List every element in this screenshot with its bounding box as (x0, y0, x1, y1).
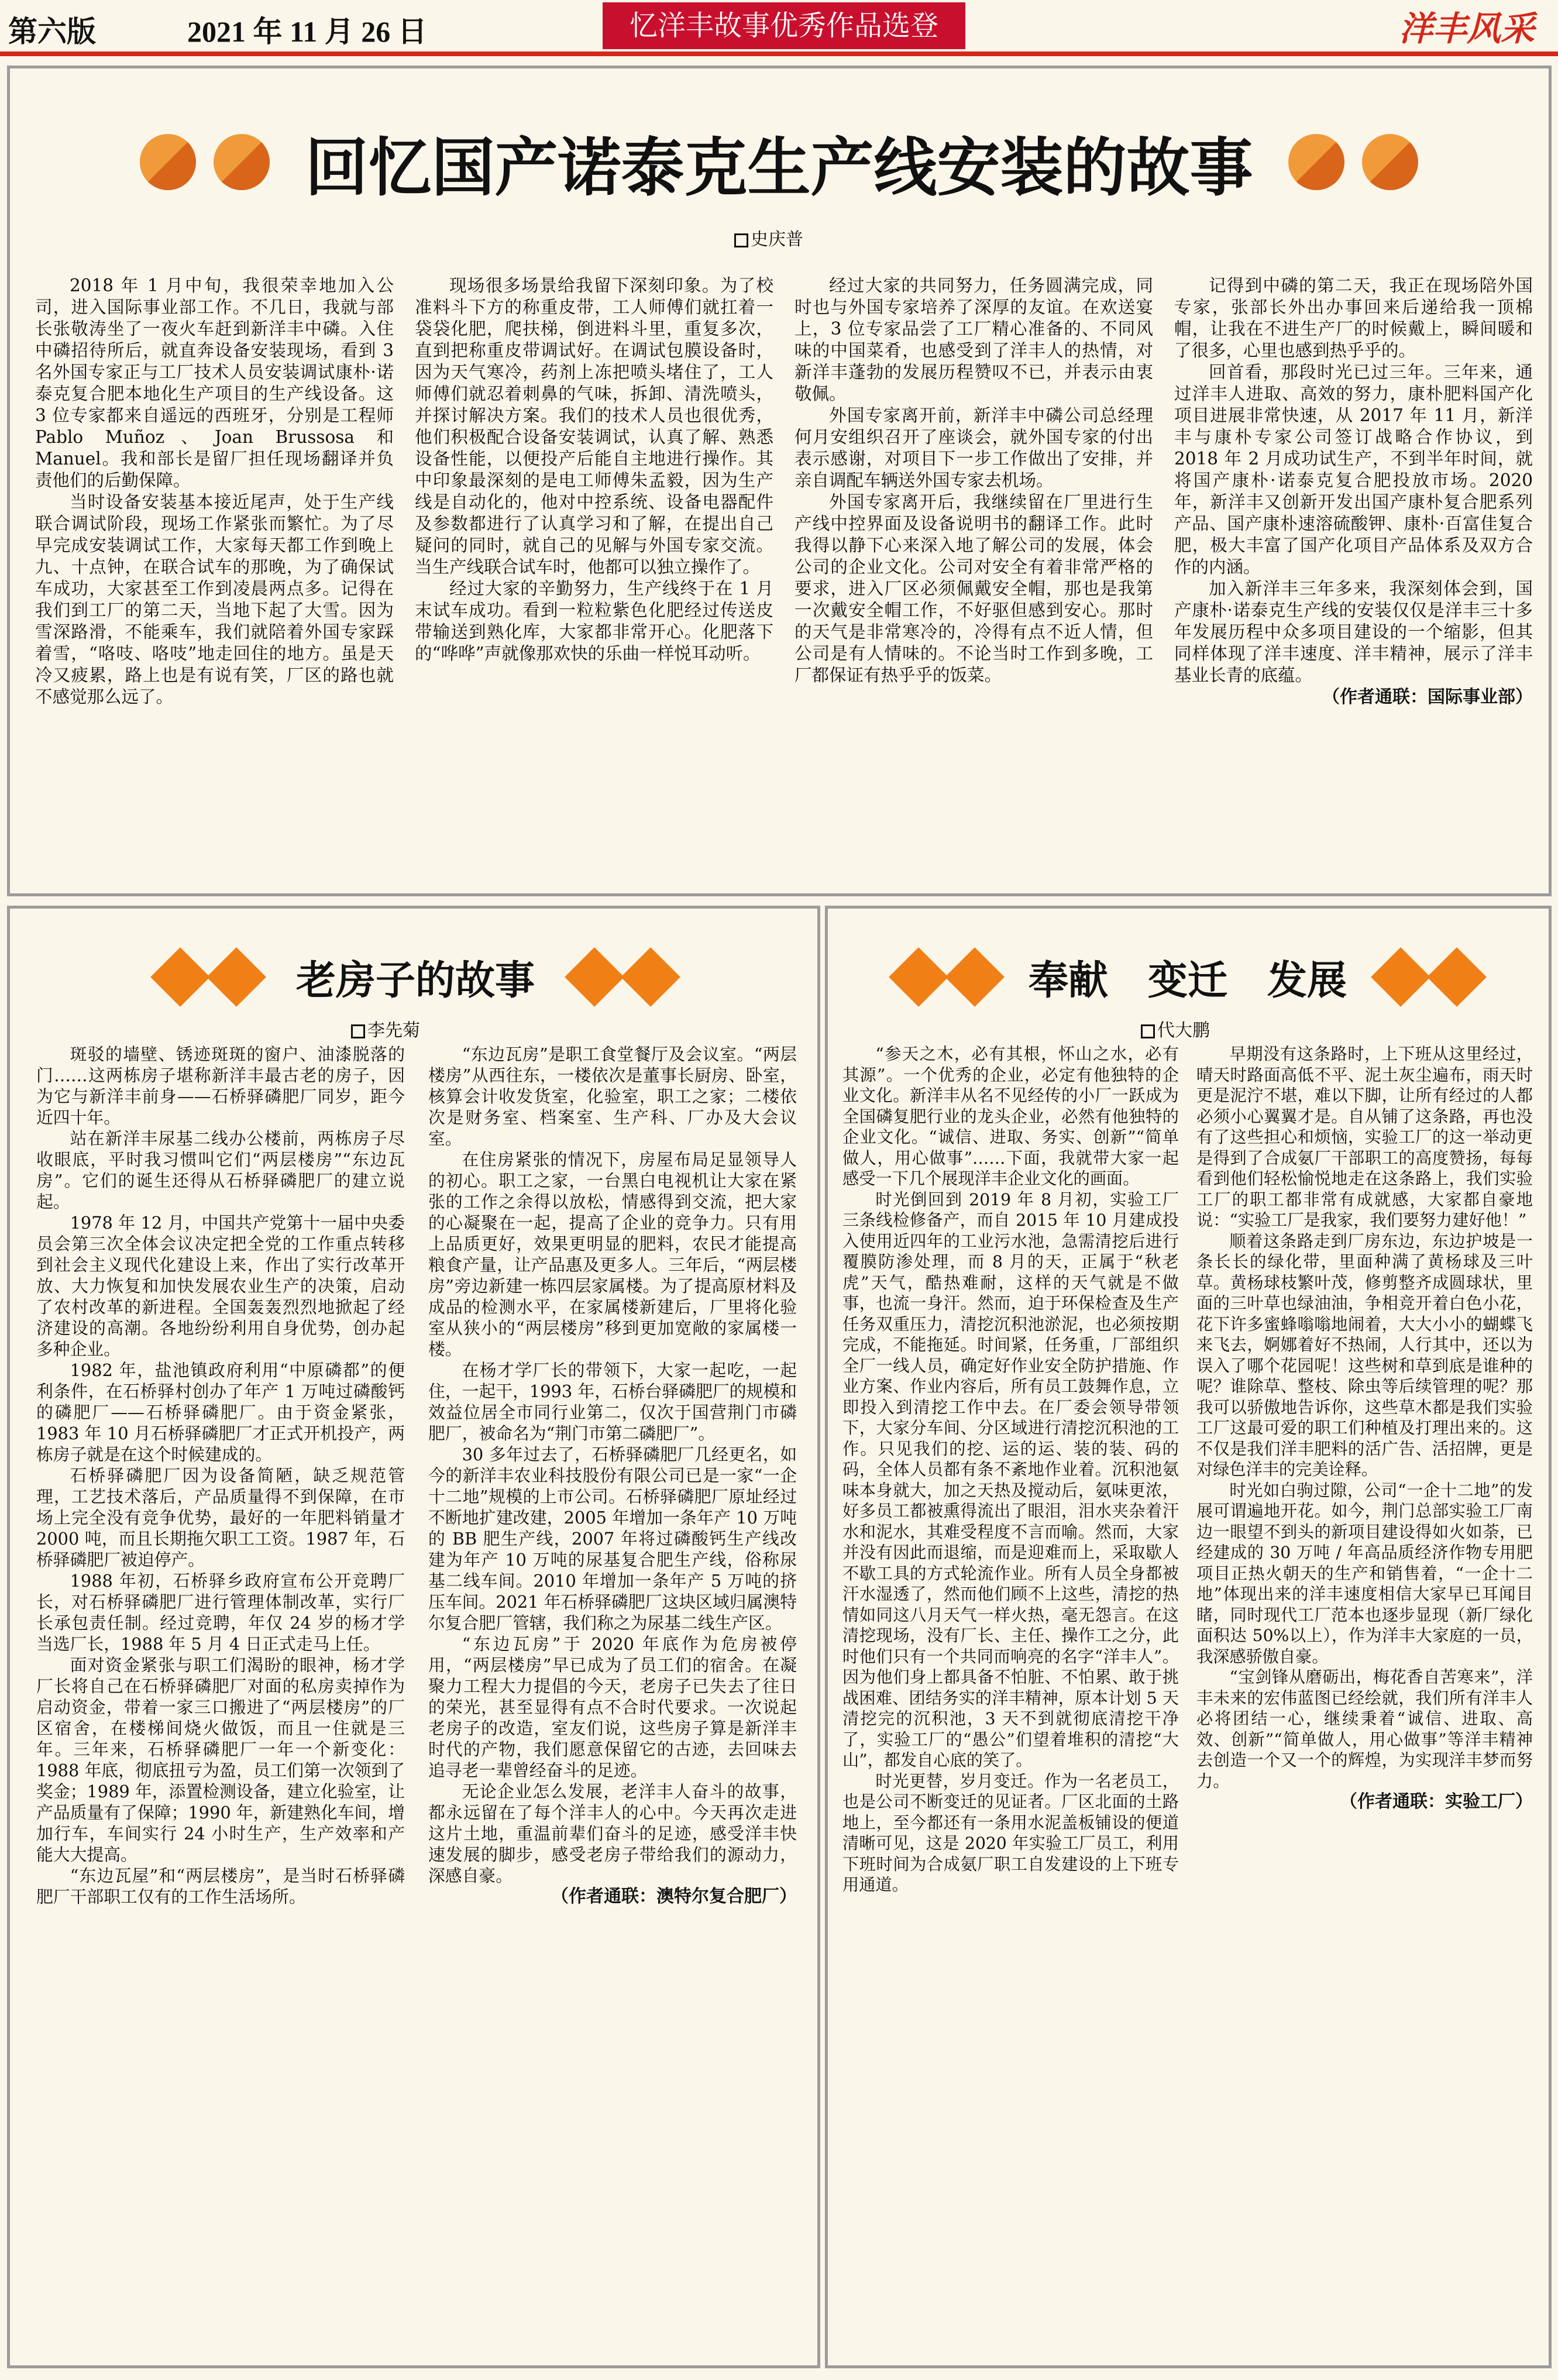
paragraph: 顺着这条路走到厂房东边，东边护坡是一条长长的绿化带，里面种满了黄杨球及三叶草。黄杨球枝繁叶茂，修剪整齐成圆球状，里面的三叶草也绿油油，争相竞开着白色小花，花下许多蜜蜂嗡嗡地闹着，大大小小的蝴蝶飞来飞去，婀娜着好不热闹，人行其中，还以为误入了哪个花园呢！这些树和草到底是谁种的呢？谁除草、整枝、除虫等后续管理的呢？那我可以骄傲地告诉你，这些草木都是我们实验工厂这最可爱的职工们种植及打理出来的。这不仅是我们洋丰肥料的活广告、活招牌，更是对绿色洋丰的完美诠释。 (1196, 1231, 1533, 1479)
byline-box-icon (351, 1024, 365, 1038)
article2-title-row (18, 942, 813, 1012)
decor-diamond (565, 947, 624, 1007)
article1-title-row (23, 112, 1535, 212)
paragraph: 时光更替，岁月变迁。作为一名老员工，也是公司不断变迁的见证者。厂区北面的土路地上，至今都还有一条用水泥盖板铺设的便道清晰可见，这是 2020 年实验工厂员工，利用下班时间为合成氨厂职工自发建设的上下班专用通道。 (842, 1771, 1179, 1894)
article3-credit: （作者通联：实验工厂） (1340, 1791, 1533, 1812)
paragraph: “东边瓦房”于 2020 年底作为危房被停用，“两层楼房”早已成为了员工们的宿舍。在凝聚力工程大力提倡的今天，老房子已失去了往日的荣光，甚至显得有点不合时代要求。一次说起老房子的改造，室友们说，这些房子算是新洋丰时代的产物，我们愿意保留它的古迹，去回味去追寻老一辈曾经奋斗的足迹。 (428, 1634, 797, 1780)
paragraph: 1978 年 12 月，中国共产党第十一届中央委员会第三次全体会议决定把全党的工作重点转移到社会主义现代化建设上来，作出了实行改革开放、大力恢复和加快发展农业生产的决策，启动了农村改革的新进程。全国轰轰烈烈地掀起了经济建设的高潮。各地纷纷利用自身优势，创办起多种企业。 (36, 1213, 405, 1359)
decor-diamond (1371, 947, 1430, 1007)
article1-byline (734, 225, 803, 250)
paragraph: 记得到中磷的第二天，我正在现场陪外国专家，张部长外出办事回来后递给我一顶棉帽，让我在不进生产厂的时候戴上，瞬间暖和了很多，心里也感到热乎乎的。 (1174, 276, 1533, 360)
article1-credit: （作者通联：国际事业部） (1322, 687, 1533, 707)
decor-diamond (621, 947, 680, 1007)
decor-circle (140, 134, 196, 190)
article3-col-1 (842, 1044, 1179, 2354)
article2-byline (351, 1016, 420, 1041)
paragraph: 经过大家的共同努力，任务圆满完成，同时也与外国专家培养了深厚的友谊。在欢送宴上，3 位专家品尝了工厂精心准备的、不同风味的中国菜肴，也感受到了洋丰人的热情，对新洋丰蓬勃的发展历程赞叹不已，并表示由衷敬佩。 (795, 276, 1153, 404)
decor-diamond (1427, 947, 1487, 1007)
article2-credit: （作者通联：澳特尔复合肥厂） (551, 1886, 797, 1907)
article2-author: 李先菊 (367, 1020, 420, 1041)
page-header (0, 0, 1558, 57)
header-rule (0, 51, 1558, 56)
section-banner: 忆洋丰故事优秀作品选登 (603, 2, 965, 49)
decor-circle (214, 134, 270, 190)
paragraph: 现场很多场景给我留下深刻印象。为了校准料斗下方的称重皮带，工人师傅们就扛着一袋袋化肥，爬扶梯，倒进料斗里，重复多次，直到把称重皮带调试好。在调试包膜设备时，因为天气寒冷，药剂上冻把喷头堵住了，工人师傅们就忍着刺鼻的气味，拆卸、清洗喷头，并探讨解决方案。我们的技术人员也很优秀，他们积极配合设备安装调试，认真了解、熟悉设备性能，以便投产后能自主地进行操作。其中印象最深刻的是电工师傅朱孟毅，因为生产线是自动化的，他对中控系统、设备电器配件及参数都进行了认真学习和了解，在提出自己疑问的同时，就自己的见解与外国专家交流。当生产线联合试车时，他都可以独立操作了。 (415, 276, 773, 577)
article3-col-2 (1196, 1044, 1533, 2354)
article1-col-3 (795, 275, 1153, 883)
byline-box-icon (1141, 1024, 1155, 1038)
paragraph: 1982 年，盐池镇政府利用“中原磷都”的便利条件，在石桥驿村创办了年产 1 万吨过磷酸钙的磷肥厂——石桥驿磷肥厂。由于资金紧张，1983 年 10 月石桥驿磷肥厂才正式开机投产，两栋房子就是在这个时候建成的。 (36, 1360, 405, 1464)
article3-body (842, 1044, 1533, 2354)
article3-byline (1141, 1016, 1210, 1041)
paragraph: 回首看，那段时光已过三年。三年来，通过洋丰人进取、高效的努力，康朴肥料国产化项目进展非常快速，从 2017 年 11 月，新洋丰与康朴专家公司签订战略合作协议，到 2018 年 2 月成功试生产，不到半年时间，就将国产康朴·诺泰克复合肥投放市场。2020 年，新洋丰又创新开发出国产康朴复合肥系列产品、国产康朴速溶硫酸钾、康朴·百富佳复合肥，极大丰富了国产化项目产品体系及双方合作的内涵。 (1174, 362, 1533, 577)
article1-col-2 (415, 275, 773, 883)
article3-title-row (837, 942, 1539, 1012)
paragraph: 1988 年初，石桥驿乡政府宣布公开竞聘厂长，对石桥驿磷肥厂进行管理体制改革，实行厂长承包责任制。经过竞聘，年仅 24 岁的杨才学当选厂长，1988 年 5 月 4 日正式走马上任。 (36, 1571, 405, 1654)
paragraph: 2018 年 1 月中旬，我很荣幸地加入公司，进入国际事业部工作。不几日，我就与部长张敬涛坐了一夜火车赶到新洋丰中磷。入住中磷招待所后，就直奔设备安装现场，看到 3 名外国专家正与工厂技术人员安装调试康朴·诺泰克复合肥本地化生产项目的生产线设备。这 3 位专家都来自遥远的西班牙，分别是工程师 Pablo Muñoz、Joan Brussosa 和 Manuel。我和部长是留厂担任现场翻译并负责他们的后勤保障。 (35, 276, 394, 490)
paragraph: 经过大家的辛勤努力，生产线终于在 1 月末试车成功。看到一粒粒紫色化肥经过传送皮带输送到熟化库，大家都非常开心。化肥落下的“哗哗”声就像那欢快的乐曲一样悦耳动听。 (415, 579, 773, 663)
paragraph: “宝剑锋从磨砺出，梅花香自苦寒来”，洋丰未来的宏伟蓝图已经绘就，我们所有洋丰人必将团结一心，继续秉着“诚信、进取、高效、创新”“简单做人，用心做事”等洋丰精神去创造一个又一个的辉煌，为实现洋丰梦而努力。 (1196, 1667, 1533, 1791)
decor-diamonds-right (570, 956, 675, 998)
decor-circle (1362, 134, 1418, 190)
article2-body (36, 1044, 797, 2354)
paragraph: 时光如白驹过隙，公司“一企十二地”的发展可谓遍地开花。如今，荆门总部实验工厂南边一眼望不到头的新项目建设得如火如荼，已经建成的 30 万吨 / 年高品质经济作物专用肥项目正热火朝天的生产和销售着，“一企十二地”体现出来的洋丰速度相信大家早已耳闻目睹，同时现代工厂范本也逐步显现（新厂绿化面积达 50%以上），作为洋丰大家庭的一员，我深感骄傲自豪。 (1196, 1480, 1533, 1666)
paragraph: 在杨才学厂长的带领下，大家一起吃，一起住，一起干，1993 年，石桥台驿磷肥厂的规模和效益位居全市同行业第二，仅次于国营荆门市磷肥厂，被命名为“荆门市第二磷肥厂”。 (428, 1360, 797, 1443)
article1-author: 史庆普 (751, 229, 803, 250)
decor-diamond (150, 947, 210, 1007)
paragraph: 面对资金紧张与职工们渴盼的眼神，杨才学厂长将自己在石桥驿磷肥厂对面的私房卖掉作为启动资金，带着一家三口搬进了“两层楼房”的厂区宿舍，在楼梯间烧火做饭，而且一住就是三年。三年来，石桥驿磷肥厂一年一个新变化：1988 年底，彻底扭亏为盈，员工们第一次领到了奖金；1989 年，添置检测设备，建立化验室，让产品质量有了保障；1990 年，新建熟化车间，增加行车，车间实行 24 小时生产，生产效率和产能大大提高。 (36, 1655, 405, 1865)
article1-title: 回忆国产诺泰克生产线安装的故事 (305, 130, 1253, 205)
paragraph: 斑驳的墙壁、锈迹斑斑的窗户、油漆脱落的门……这两栋房子堪称新洋丰最古老的房子，因为它与新洋丰前身——石桥驿磷肥厂同岁，距今近四十年。 (36, 1044, 405, 1127)
article2-title: 老房子的故事 (295, 957, 535, 1004)
paragraph: 无论企业怎么发展，老洋丰人奋斗的故事，都永远留在了每个洋丰人的心中。今天再次走进这片土地，重温前辈们奋斗的足迹，感受洋丰快速发展的脚步，感受老房子带给我们的源动力，深感自豪。 (428, 1781, 797, 1886)
article1-col-1 (35, 275, 394, 883)
paragraph: 时光倒回到 2019 年 8 月初，实验工厂三条线检修备产，而自 2015 年 10 月建成投入使用近四年的工业污水池，急需清挖后进行覆膜防渗处理，而 8 月的天，正属于“秋老虎”天气，酷热难耐，这样的天气就是不做事，也流一身汗。然而，迫于环保检查及生产任务双重压力，清挖沉积池淤泥，也必须按期完成，不能拖延。时间紧，任务重，厂部组织全厂一线人员，确定好作业安全防护措施、作业方案、作业内容后，所有员工鼓舞作息，立即投入到清挖工作中去。在厂委会领导带领下，大家分车间、分区域进行清挖沉积池的工作。只见我们的挖、运的运、装的装、码的码，全体人员都有条不紊地作业着。沉积池氨味本身就大，加之天热及搅动后，氨味更浓，好多员工都被熏得流出了眼泪，泪水夹杂着汗水和泥水，其难受程度不言而喻。然而，大家并没有因此而退缩，而是迎难而上，采取歇人不歇工具的方式轮流作业。所有人员全身都被汗水湿透了，然而他们顾不上这些，清挖的热情如同这八月天气一样火热，毫无怨言。在这清挖现场，没有厂长、主任、操作工之分，此时他们只有一个共同而响亮的名字“洋丰人”。因为他们身上都具备不怕脏、不怕累、敢于挑战困难、团结务实的洋丰精神，原本计划 5 天清挖完的沉积池，3 天不到就彻底清挖干净了，实验工厂的“愚公”们望着堆积的清挖“大山”，都发自心底的笑了。 (842, 1189, 1179, 1770)
paragraph: 石桥驿磷肥厂因为设备简陋，缺乏规范管理，工艺技术落后，产品质量得不到保障，在市场上完全没有竞争优势，最好的一年肥料销量才 2000 吨，而且长期拖欠职工工资。1987 年，石桥驿磷肥厂被迫停产。 (36, 1466, 405, 1570)
paragraph: 外国专家离开前，新洋丰中磷公司总经理何月安组织召开了座谈会，就外国专家的付出表示感谢，对项目下一步工作做出了安排，并亲自调配车辆送外国专家去机场。 (795, 405, 1153, 490)
decor-diamond (207, 947, 266, 1007)
article2-col-1 (36, 1044, 405, 2354)
paragraph: 外国专家离开后，我继续留在厂里进行生产线中控界面及设备说明书的翻译工作。此时我得以静下心来深入地了解公司的发展，体会公司的企业文化。公司对安全有着非常严格的要求，进入厂区必须佩戴安全帽，那也是我第一次戴安全帽工作，不好驱但感到安心。那时的天气是非常寒冷的，冷得有点不近人情，但公司是有人情味的。不论当时工作到多晚，工厂都保证有热乎乎的饭菜。 (795, 492, 1153, 685)
article1-body (35, 275, 1533, 883)
masthead-logo: 洋丰风采 (1398, 9, 1535, 49)
edition-label: 第六版 (8, 14, 96, 49)
decor-circle (1288, 134, 1344, 190)
paragraph: 站在新洋丰尿基二线办公楼前，两栋房子尽收眼底，平时我习惯叫它们“两层楼房”“东边瓦房”。它们的诞生还得从石桥驿磷肥厂的建立说起。 (36, 1129, 405, 1212)
paragraph: 当时设备安装基本接近尾声，处于生产线联合调试阶段，现场工作紧张而繁忙。为了尽早完成安装调试工作，大家每天都工作到晚上九、十点钟，在联合试车的那晚，为了确保试车成功，大家甚至工作到凌晨两点多。记得在我们到工厂的第二天，当地下起了大雪。因为雪深路滑，不能乘车，我们就陪着外国专家踩着雪，“咯吱、咯吱”地走回住的地方。虽是天冷又疲累，路上也是有说有笑，厂区的路也就不感觉那么远了。 (35, 492, 394, 707)
article2-col-2 (428, 1044, 797, 2354)
paragraph: “东边瓦屋”和“两层楼房”，是当时石桥驿磷肥厂干部职工仅有的工作生活场所。 (36, 1866, 405, 1907)
decor-diamonds-left (156, 956, 261, 998)
article1-col-4 (1174, 275, 1533, 883)
paragraph: “参天之木，必有其根，怀山之水，必有其源”。一个优秀的企业，必定有他独特的企业文化。新洋丰从名不见经传的小厂一跃成为全国磷复肥行业的龙头企业，必然有他独特的企业文化。“诚信、进取、务实、创新”“简单做人，用心做事”……下面，我就带大家一起感受一下几个展现洋丰企业文化的画面。 (842, 1044, 1179, 1188)
paragraph: 早期没有这条路时，上下班从这里经过，晴天时路面高低不平、泥土灰尘遍布，雨天时更是泥泞不堪，难以下脚，让所有经过的人都必须小心翼翼才是。自从铺了这条路，再也没有了这些担心和烦恼，实验工厂的这一举动更是得到了合成氨厂干部职工的高度赞扬，每每看到他们轻松愉悦地走在这条路上，我们实验工厂的职工都非常有成就感，大家都自豪地说：“实验工厂是我家，我们要努力建好他！” (1196, 1044, 1533, 1230)
paragraph: 加入新洋丰三年多来，我深刻体会到，国产康朴·诺泰克生产线的安装仅仅是洋丰三十多年发展历程中众多项目建设的一个缩影，但其同样体现了洋丰速度、洋丰精神，展示了洋丰基业长青的底蕴。 (1174, 579, 1533, 685)
paragraph: 30 多年过去了，石桥驿磷肥厂几经更名，如今的新洋丰农业科技股份有限公司已是一家“一企十二地”规模的上市公司。石桥驿磷肥厂原址经过不断地扩建改建，2005 年增加一条年产 10 万吨的 BB 肥生产线，2007 年将过磷酸钙生产线改建为年产 10 万吨的尿基复合肥生产线，俗称尿基二线车间。2010 年增加一条年产 5 万吨的挤压车间。2021 年石桥驿磷肥厂这块区域归属澳特尔复合肥厂管辖，我们称之为尿基二线生产区。 (428, 1444, 797, 1633)
paragraph: 在住房紧张的情况下，房屋布局足显领导人的初心。职工之家，一台黑白电视机让大家在紧张的工作之余得以放松，情感得到交流，把大家的心凝聚在一起，提高了企业的竞争力。只有用上品质更好，效果更明显的肥料，农民才能提高粮食产量，让产品惠及更多人。三年后，“两层楼房”旁边新建一栋四层家属楼。为了提高原材料及成品的检测水平，在家属楼新建后，厂里将化验室从狭小的“两层楼房”移到更加宽敞的家属楼一楼。 (428, 1150, 797, 1359)
decor-circles-left (140, 134, 270, 190)
decor-diamond (889, 947, 948, 1007)
decor-diamonds-left (894, 956, 999, 998)
decor-diamond (945, 947, 1005, 1007)
decor-circles-right (1288, 134, 1418, 190)
article3-author: 代大鹏 (1157, 1020, 1210, 1041)
decor-diamonds-right (1376, 956, 1481, 998)
byline-box-icon (734, 233, 748, 247)
article3-title: 奉献 变迁 发展 (1028, 957, 1347, 1004)
paragraph: “东边瓦房”是职工食堂餐厅及会议室。“两层楼房”从西往东，一楼依次是董事长厨房、卧室，核算会计收发货室，化验室，职工之家；二楼依次是财务室、档案室、生产科、厂办及大会议室。 (428, 1044, 797, 1148)
issue-date: 2021 年 11 月 26 日 (187, 15, 427, 48)
